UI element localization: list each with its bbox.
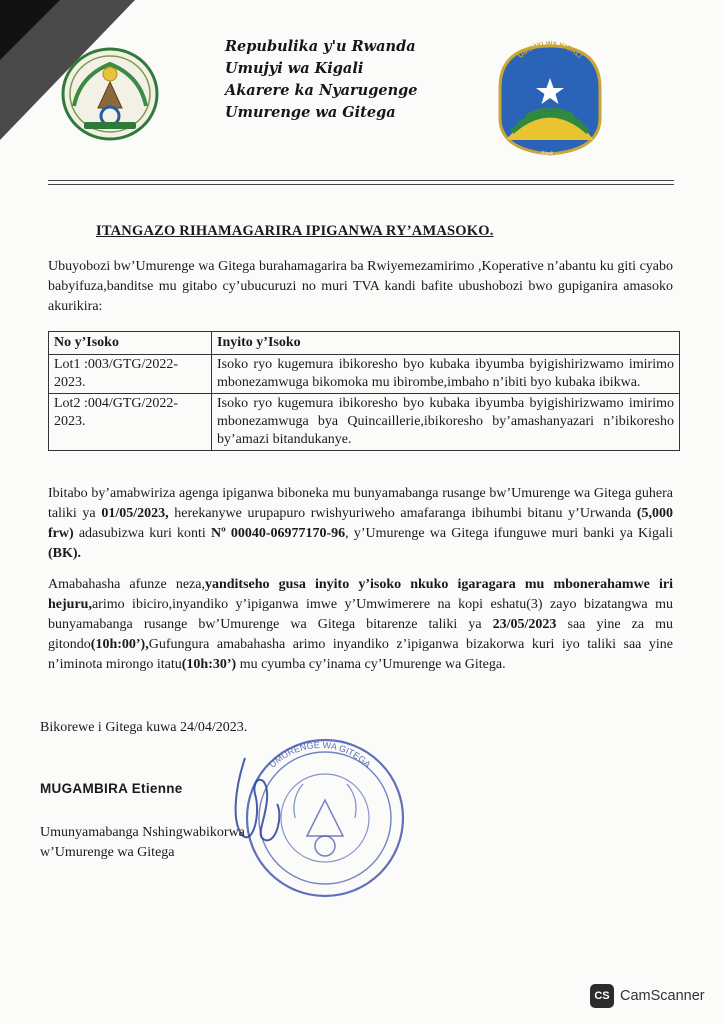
- signer-name: MUGAMBIRA Etienne: [40, 781, 183, 796]
- deadline-time: (10h:00’),: [90, 637, 149, 652]
- stamp-ring-text: UMURENGE WA GITEGA: [267, 739, 373, 770]
- para2-text: adasubizwa kuri konti: [73, 526, 211, 541]
- header-country: Repubulika y'u Rwanda: [225, 38, 416, 55]
- lot-number-cell: Lot2 :004/GTG/2022-2023.: [49, 394, 212, 451]
- para2-text: , y’Umurenge wa Gitega ifunguwe muri banki ya Kigali: [345, 526, 673, 541]
- para3-text: arimo ibiciro,inyandiko y’ipiganwa imwe y’Umwimerere na kopi eshatu(3) zayo bizatangwa mu bunyamabanga rusange bw’Umurenge wa Gitega bitarenze taliki ya: [48, 597, 673, 632]
- camscanner-watermark: [590, 984, 705, 1008]
- opening-time: (10h:30’): [181, 657, 237, 672]
- bidding-documents-paragraph: [48, 484, 673, 564]
- svg-text:UMURENGE WA GITEGA: [267, 740, 372, 770]
- camscanner-logo-icon: CS: [590, 984, 614, 1008]
- lot-number-cell: Lot1 :003/GTG/2022-2023.: [49, 355, 212, 394]
- start-date: 01/05/2023,: [101, 506, 169, 521]
- official-stamp-icon: [225, 718, 415, 908]
- signer-role-line-1: Umunyamabanga Nshingwabikorwa: [40, 825, 245, 840]
- lot-title-cell: Isoko ryo kugemura ibikoresho byo kubaka ibyumba byigishirizwamo imirimo mbonezamwuga bya Quincaillerie,ibikoresho by’amashanyazari n’ibikoresho by’amazi bitandukanye.: [212, 394, 680, 451]
- envelope-instruction: yanditseho gusa inyito y’isoko nkuko igaragara mu mbonerahamwe iri hejuru,: [48, 577, 673, 612]
- issue-date: Bikorewe i Gitega kuwa 24/04/2023.: [40, 720, 248, 735]
- logo-top-text: UMUJYI WA KIGALI: [517, 40, 583, 61]
- svg-text:Kigali ...: [541, 150, 560, 157]
- header-city: Umujyi wa Kigali: [225, 60, 364, 77]
- header-divider: [48, 180, 674, 181]
- bank-name: (BK).: [48, 546, 82, 561]
- para3-text: mu cyumba cy’inama cy’Umurenge wa Gitega.: [236, 657, 506, 672]
- page-corner-shadow-dark: [0, 0, 60, 60]
- para2-text: herekanywe urupapuro rwishyuriweho amafaranga ibihumbi bitanu y’Urwanda: [168, 506, 637, 521]
- para3-text: Amabahasha afunze neza,: [48, 577, 205, 592]
- header-sector: Umurenge wa Gitega: [225, 104, 396, 121]
- para2-text: Ibitabo by’amabwiriza agenga ipiganwa biboneka mu bunyamabanga rusange bw’Umurenge wa Gitega guhera taliki ya: [48, 486, 673, 521]
- document-title: ITANGAZO RIHAMAGARIRA IPIGANWA RY’AMASOKO.: [96, 223, 494, 239]
- letterhead: [225, 36, 418, 124]
- fee-amount: (5,000 frw): [48, 506, 673, 541]
- logo-bottom-text: Kigali ...: [540, 149, 560, 157]
- table-row: [49, 394, 680, 451]
- table-row: [49, 355, 680, 394]
- column-header-lot-title: Inyito y’Isoko: [212, 332, 680, 355]
- header-divider-thin: [48, 184, 674, 185]
- lot-title-cell: Isoko ryo kugemura ibikoresho byo kubaka ibyumba byigishirizwamo imirimo mbonezamwuga bikomoka mu ibirombe,imbaho n’ibiti byo kubaka ibikwa.: [212, 355, 680, 394]
- table-header-row: [49, 332, 680, 355]
- rwanda-coat-of-arms-icon: [60, 46, 160, 142]
- submission-paragraph: [48, 575, 673, 675]
- signer-role-line-2: w’Umurenge wa Gitega: [40, 845, 175, 860]
- signer-role: [40, 823, 245, 863]
- lots-table: [48, 331, 680, 451]
- para3-text: Gufungura amabahasha arimo inyandiko z’ipiganwa bizakorwa kuri iyo taliki saa yine n’iminota mirongo itatu: [48, 637, 673, 672]
- header-district: Akarere ka Nyarugenge: [225, 82, 418, 99]
- intro-paragraph: Ubuyobozi bw’Umurenge wa Gitega burahamagarira ba Rwiyemezamirimo ,Koperative n’abantu ku giti cyabo babyifuza,banditse mu gitabo cy’ubucuruzi no muri TVA kandi bafite ubushobozi bwo gupiganira amasoko akurikira:: [48, 259, 673, 314]
- column-header-lot-number: No y’Isoko: [49, 332, 212, 355]
- account-number: Nº 00040-06977170-96: [210, 526, 346, 541]
- deadline-date: 23/05/2023: [492, 617, 557, 632]
- camscanner-label: CamScanner: [620, 988, 705, 1004]
- city-of-kigali-logo-icon: [492, 40, 608, 158]
- para3-text: saa yine za mu gitondo: [48, 617, 673, 652]
